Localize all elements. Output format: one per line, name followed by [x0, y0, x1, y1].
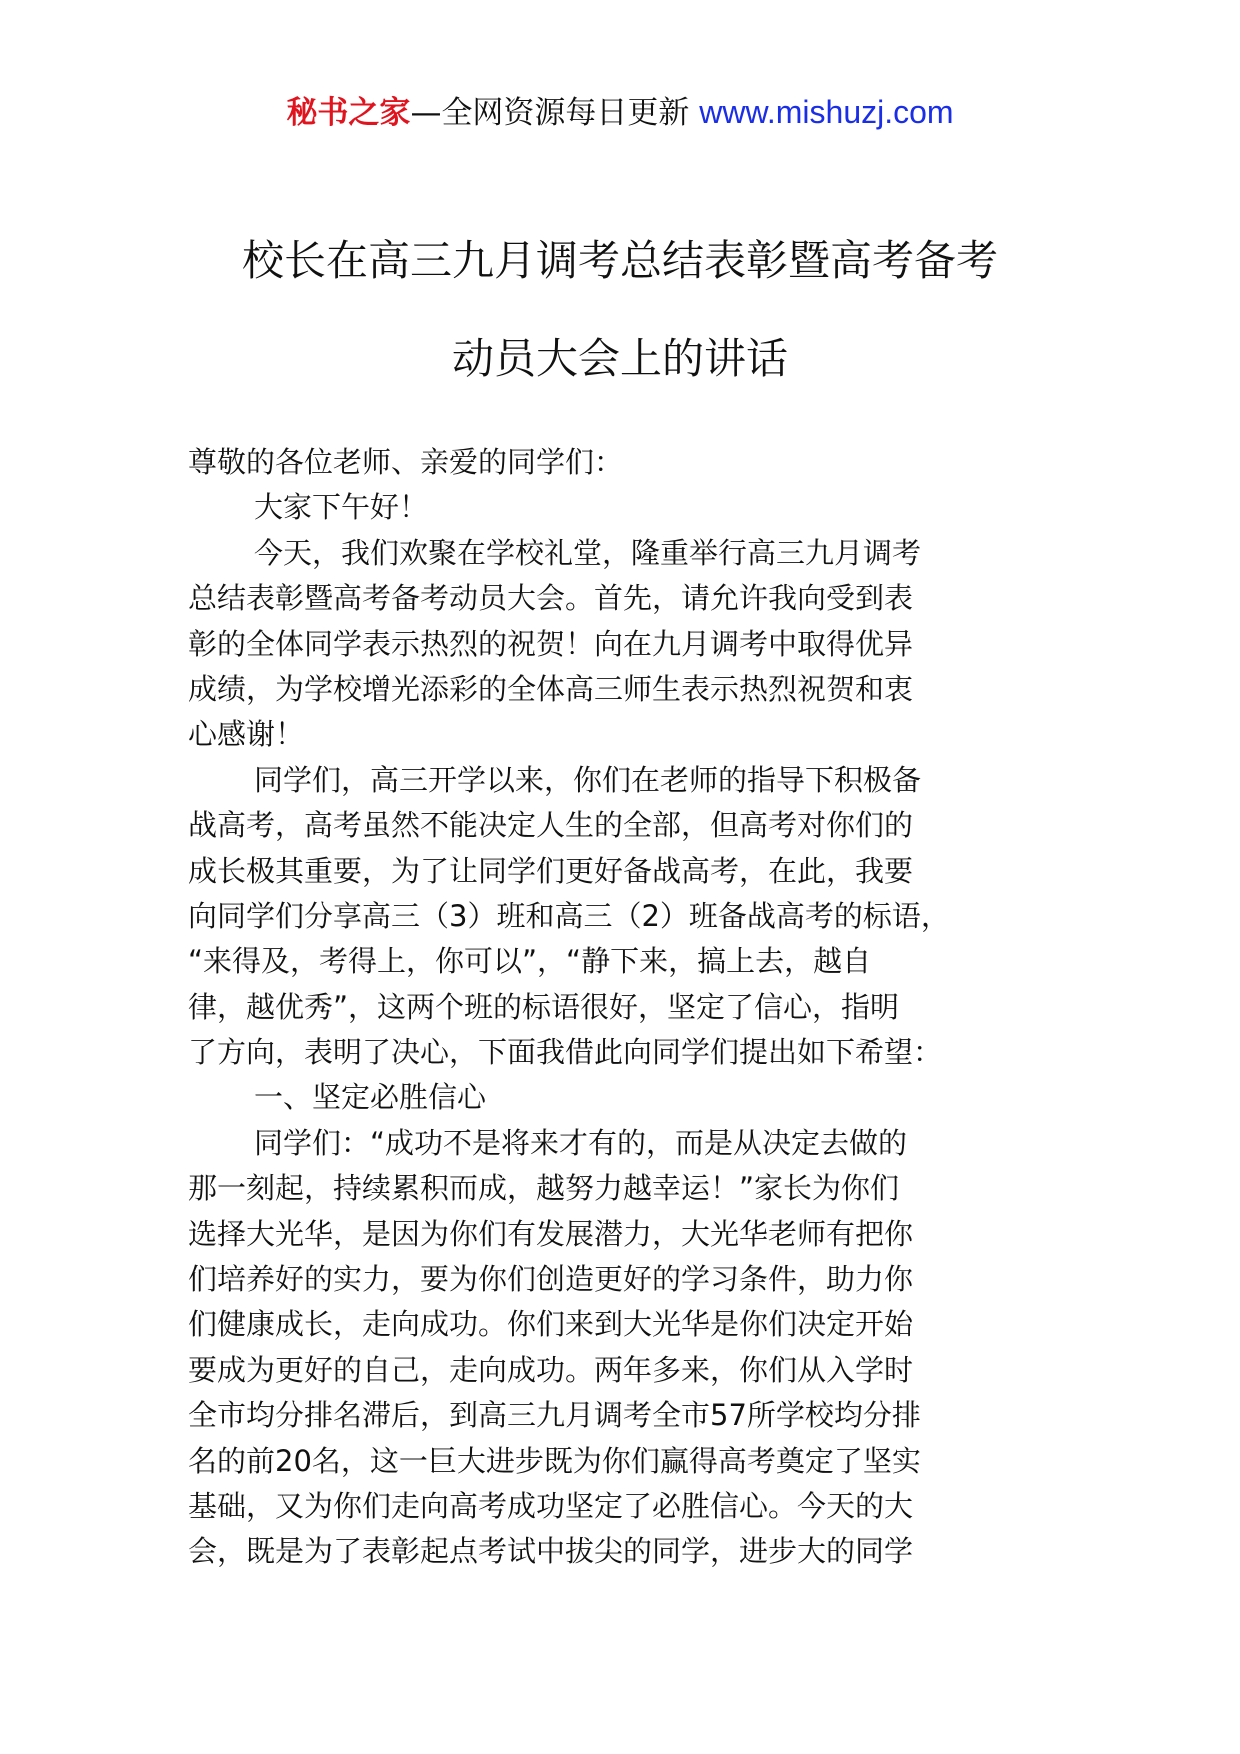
- section-heading: 一、坚定必胜信心: [254, 1080, 487, 1115]
- paragraph-line: 战高考，高考虽然不能决定人生的全部，但高考对你们的: [188, 808, 914, 843]
- paragraph-line: 总结表彰暨高考备考动员大会。首先，请允许我向受到表: [188, 581, 914, 616]
- paragraph-line: 们培养好的实力，要为你们创造更好的学习条件，助力你: [188, 1262, 914, 1297]
- paragraph-line: 成长极其重要，为了让同学们更好备战高考，在此，我要: [188, 853, 914, 888]
- paragraph-line: “来得及，考得上，你可以”，“静下来，搞上去，越自: [188, 944, 872, 979]
- paragraph-line: 们健康成长，走向成功。你们来到大光华是你们决定开始: [188, 1307, 914, 1342]
- paragraph-line: 全市均分排名滞后，到高三九月调考全市57所学校均分排: [188, 1398, 921, 1433]
- paragraph-line: 彰的全体同学表示热烈的祝贺！向在九月调考中取得优异: [188, 626, 914, 661]
- paragraph-line: 同学们：“成功不是将来才有的，而是从决定去做的: [254, 1125, 908, 1160]
- site-header: [0, 92, 1240, 133]
- paragraph-line: 成绩，为学校增光添彩的全体高三师生表示热烈祝贺和衷: [188, 671, 914, 706]
- paragraph-line: 会，既是为了表彰起点考试中拔尖的同学，进步大的同学: [188, 1534, 914, 1569]
- paragraph-line: 基础，又为你们走向高考成功坚定了必胜信心。今天的大: [188, 1488, 914, 1523]
- paragraph-line: 那一刻起，持续累积而成，越努力越幸运！”家长为你们: [188, 1171, 900, 1206]
- paragraph-line: 今天，我们欢聚在学校礼堂，隆重举行高三九月调考: [254, 535, 922, 570]
- paragraph-line: 向同学们分享高三（3）班和高三（2）班备战高考的标语，: [188, 898, 950, 933]
- site-slogan: —全网资源每日更新: [410, 95, 690, 131]
- paragraph-line: 要成为更好的自己，走向成功。两年多来，你们从入学时: [188, 1352, 914, 1387]
- document-title: [0, 212, 1240, 408]
- document-body: [188, 440, 1084, 1575]
- title-line-2: 动员大会上的讲话: [451, 334, 788, 383]
- site-url-link[interactable]: www.mishuzj.com: [699, 94, 954, 130]
- salutation: 尊敬的各位老师、亲爱的同学们：: [188, 445, 624, 479]
- paragraph-line: 律，越优秀”，这两个班的标语很好，坚定了信心，指明: [188, 989, 900, 1024]
- paragraph-line: 了方向，表明了决心，下面我借此向同学们提出如下希望：: [188, 1035, 943, 1070]
- paragraph-line: 心感谢！: [188, 717, 305, 752]
- site-brand: 秘书之家: [286, 95, 411, 131]
- greeting: 大家下午好！: [254, 490, 429, 525]
- paragraph-line: 名的前20名，这一巨大进步既为你们赢得高考奠定了坚实: [188, 1443, 921, 1478]
- title-line-1: 校长在高三九月调考总结表彰暨高考备考: [241, 236, 998, 285]
- paragraph-line: 选择大光华，是因为你们有发展潜力，大光华老师有把你: [188, 1216, 914, 1251]
- paragraph-line: 同学们，高三开学以来，你们在老师的指导下积极备: [254, 762, 922, 797]
